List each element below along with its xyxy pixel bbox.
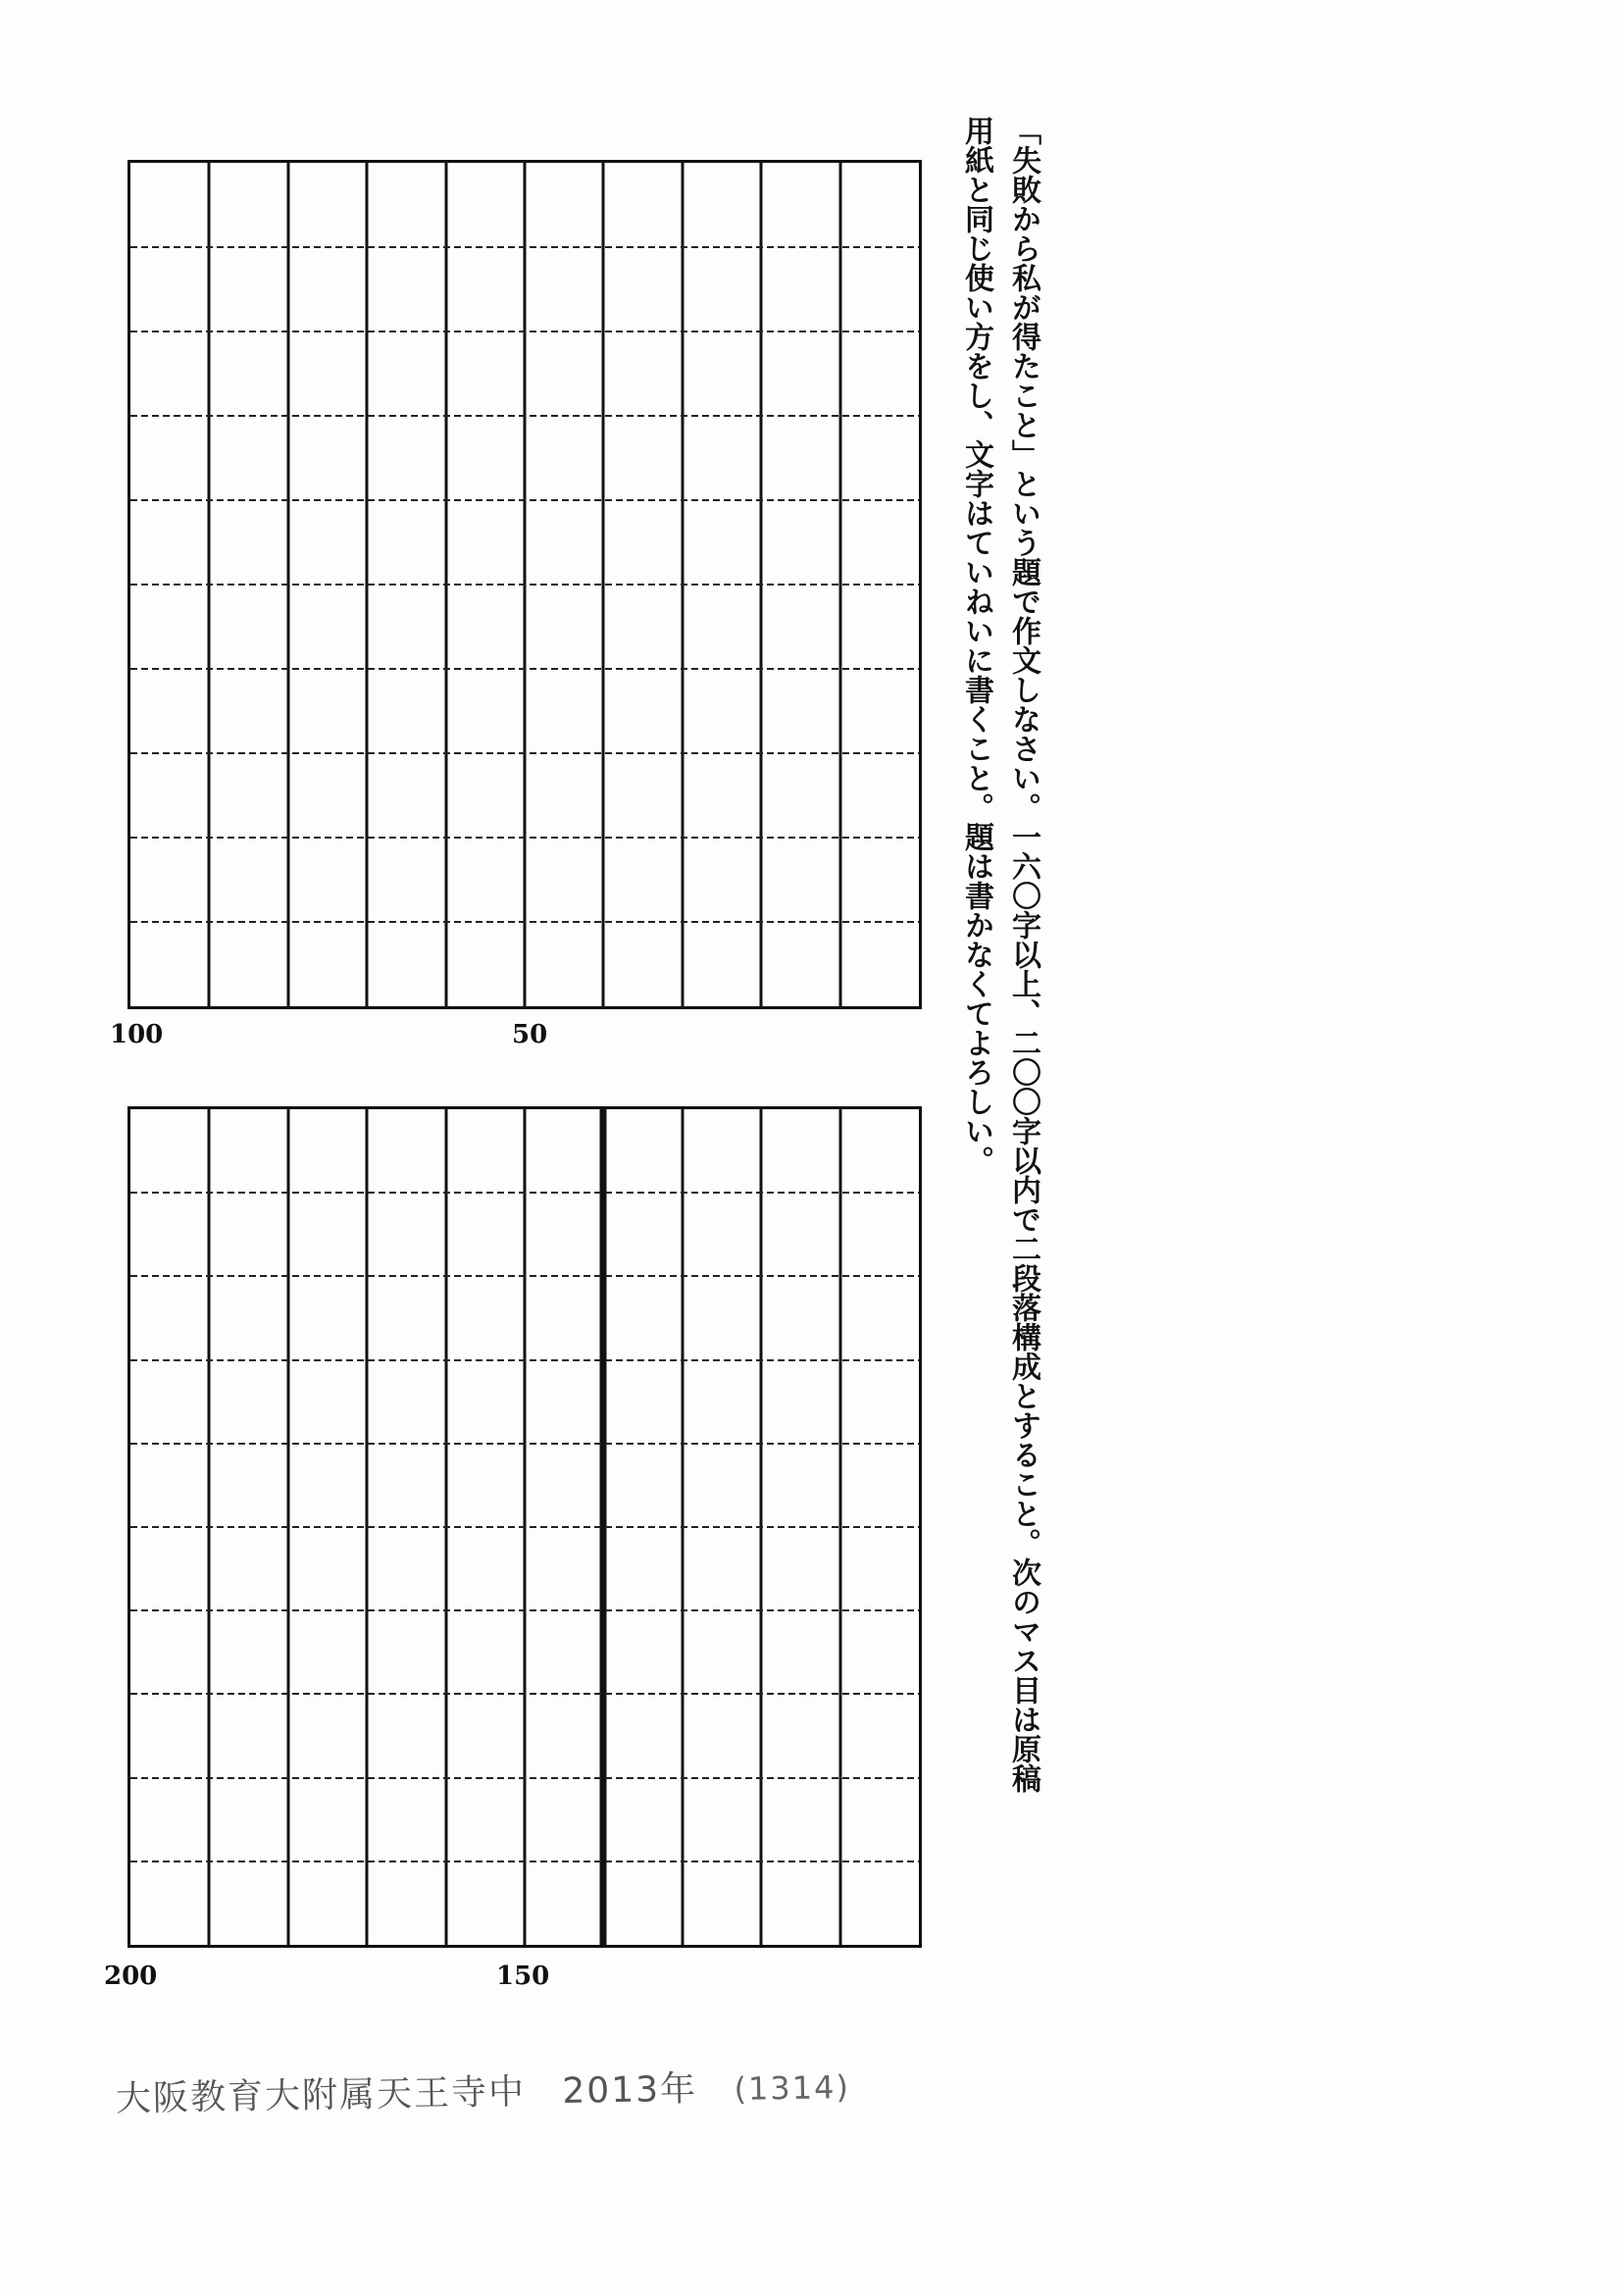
char-count-100: 100 [110,1020,164,1049]
instruction-line-1: 「失敗から私が得たこと」という題で作文しなさい。一六〇字以上、二〇〇字以内で二段落構成とすること。次のマス目は原稿 [1006,116,1040,1793]
char-count-50: 50 [512,1020,548,1049]
manuscript-grid-bottom [127,1106,922,1948]
source-school: 大阪教育大附属天王寺中 [115,2071,527,2119]
char-count-150: 150 [496,1962,550,1991]
grid-lines-top [130,163,919,1006]
grid-lines-bottom [130,1109,919,1945]
source-year: 2013年 [562,2068,698,2113]
manuscript-grid-top [127,160,922,1009]
char-count-200: 200 [104,1962,158,1991]
source-code: (1314) [734,2067,851,2108]
instruction-line-2: 用紙と同じ使い方をし、文字はていねいに書くこと。題は書かなくてよろしい。 [959,116,993,1175]
handwritten-source-note [116,2059,875,2121]
